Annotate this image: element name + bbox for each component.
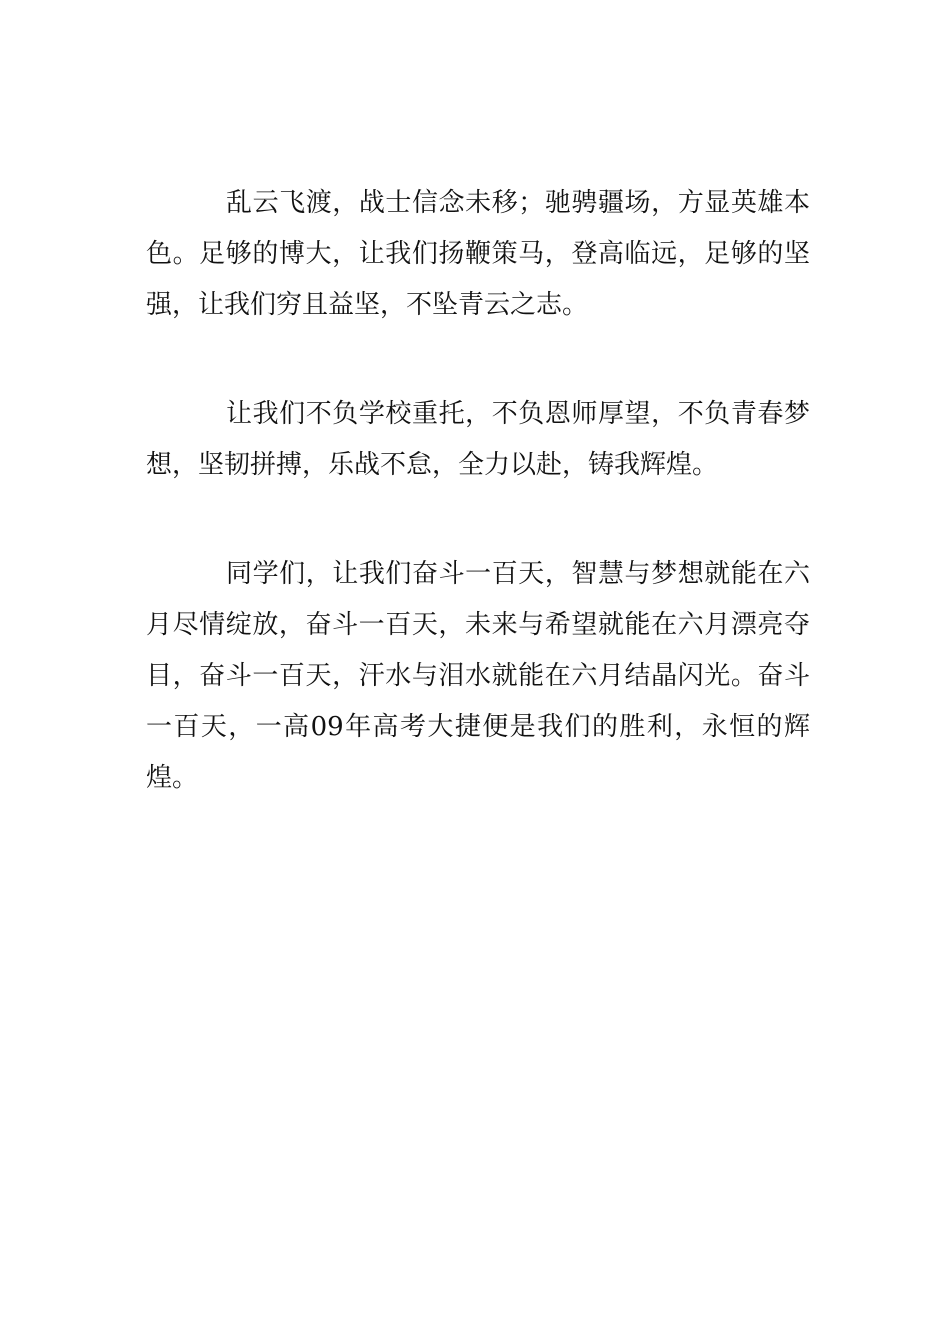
document-body	[146, 178, 810, 862]
paragraph-2: 让我们不负学校重托，不负恩师厚望，不负青春梦想，坚韧拼搏，乐战不怠，全力以赴，铸我辉煌。	[146, 399, 810, 480]
paragraph-1: 乱云飞渡，战士信念未移；驰骋疆场，方显英雄本色。足够的博大，让我们扬鞭策马，登高临远，足够的坚强，让我们穷且益坚，不坠青云之志。	[146, 188, 810, 320]
paragraph-3: 同学们，让我们奋斗一百天，智慧与梦想就能在六月尽情绽放，奋斗一百天，未来与希望就能在六月漂亮夺目，奋斗一百天，汗水与泪水就能在六月结晶闪光。奋斗一百天，一高09年高考大捷便是我们的胜利，永恒的辉煌。	[146, 559, 810, 793]
